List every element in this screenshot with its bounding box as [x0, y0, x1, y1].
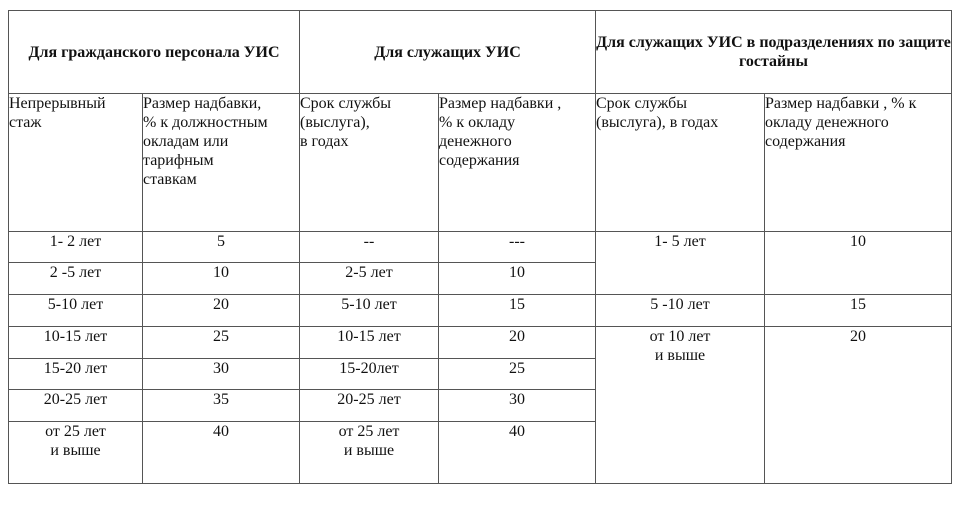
- table-cell-service-period: 20-25 лет: [300, 390, 439, 422]
- subheader-continuous-service: Непрерывный стаж: [9, 94, 143, 232]
- table-cell-civilian-percent: 35: [143, 390, 300, 422]
- table-cell-civilian-period: 2 -5 лет: [9, 263, 143, 295]
- allowance-table: [8, 10, 952, 484]
- table-cell-civilian-period: 15-20 лет: [9, 359, 143, 390]
- table-cell-service-percent: 25: [439, 359, 596, 390]
- table-cell-civilian-percent: 10: [143, 263, 300, 295]
- table-cell-service-period: 5-10 лет: [300, 295, 439, 327]
- table-cell-civilian-percent: 25: [143, 327, 300, 359]
- table-cell-service-percent: 10: [439, 263, 596, 295]
- table-cell-secret-period: от 10 лет и выше: [596, 327, 765, 484]
- table-cell-service-period: 2-5 лет: [300, 263, 439, 295]
- table-cell-civilian-period: 5-10 лет: [9, 295, 143, 327]
- table-cell-service-percent: 20: [439, 327, 596, 359]
- table-cell-secret-percent: 10: [765, 232, 952, 295]
- table-cell-service-percent: ---: [439, 232, 596, 263]
- table-cell-secret-period: 1- 5 лет: [596, 232, 765, 295]
- table-cell-service-period: 15-20лет: [300, 359, 439, 390]
- table-cell-service-percent: 15: [439, 295, 596, 327]
- table-cell-secret-period: 5 -10 лет: [596, 295, 765, 327]
- table-cell-civilian-period: 10-15 лет: [9, 327, 143, 359]
- table-cell-civilian-percent: 5: [143, 232, 300, 263]
- subheader-allowance-civilian: Размер надбавки, % к должностным окладам или тарифным ставкам: [143, 94, 300, 232]
- group-header-servicemen: Для служащих УИС: [300, 11, 596, 94]
- table-cell-secret-percent: 15: [765, 295, 952, 327]
- table-cell-civilian-period: 20-25 лет: [9, 390, 143, 422]
- table-cell-service-percent: 40: [439, 422, 596, 484]
- group-header-state-secret: Для служащих УИС в подразделениях по защите гостайны: [596, 11, 952, 94]
- subheader-allowance-secret: Размер надбавки , % к окладу денежного содержания: [765, 94, 952, 232]
- table-cell-civilian-percent: 40: [143, 422, 300, 484]
- table-cell-service-period: от 25 лет и выше: [300, 422, 439, 484]
- table-cell-secret-percent: 20: [765, 327, 952, 484]
- subheader-service-term-secret: Срок службы (выслуга), в годах: [596, 94, 765, 232]
- table-cell-service-percent: 30: [439, 390, 596, 422]
- subheader-service-term: Срок службы (выслуга), в годах: [300, 94, 439, 232]
- table-cell-service-period: 10-15 лет: [300, 327, 439, 359]
- group-header-civilian: Для гражданского персонала УИС: [9, 11, 300, 94]
- table-cell-civilian-percent: 20: [143, 295, 300, 327]
- table-cell-service-period: --: [300, 232, 439, 263]
- table-cell-civilian-period: от 25 лет и выше: [9, 422, 143, 484]
- table-cell-civilian-percent: 30: [143, 359, 300, 390]
- table-cell-civilian-period: 1- 2 лет: [9, 232, 143, 263]
- subheader-allowance-servicemen: Размер надбавки , % к окладу денежного содержания: [439, 94, 596, 232]
